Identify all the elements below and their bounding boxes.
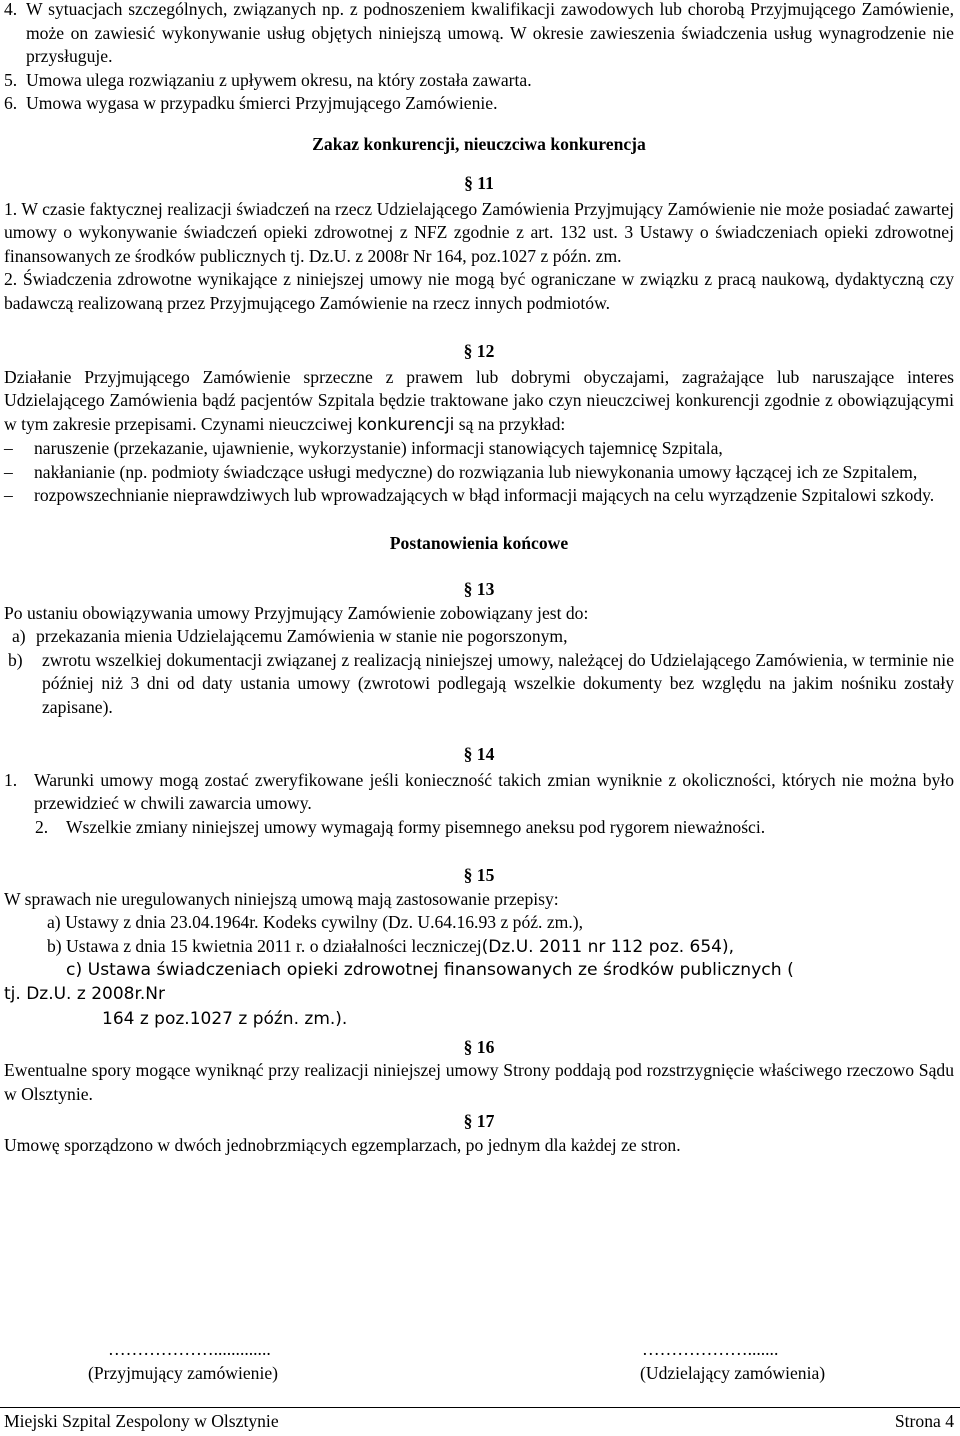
list-label: a) [12,626,26,646]
paragraph-intro: W sprawach nie uregulowanych niniejszą umową mają zastosowanie przepisy: [4,888,559,909]
item-text: W sytuacjach szczególnych, związanych np. z podnoszeniem kwalifikacji zawodowych lub chorobą Przyjmującego Zamówienie, może on zawiesić wykonywanie usług objętych niniejszą umową. W okresie zawieszenia świadczenia usług wynagrodzenie nie przysługuje. [26,0,954,66]
list-item [4,935,954,960]
paragraph-intro-continued: Czynami nieuczciwej [200,413,353,434]
paragraph-intro-end: są na przykład: [458,413,566,434]
list-item-text: b) Ustawa z dnia 15 kwietnia 2011 r. o działalności leczniczej [47,935,482,956]
list-item [4,484,954,508]
dash-bullet: – [4,485,13,505]
paragraph-number: § 15 [463,865,495,885]
list-label: b) [8,649,23,670]
list-item-citation: (Dz.U. 2011 nr 112 poz. 654), [481,936,735,957]
list-item-text: rozpowszechnianie nieprawdziwych lub wprowadzających w błąd informacji mających na celu wyrządzenie Szpitalowi szkody. [34,485,935,505]
page-number: Strona 4 [894,1411,954,1431]
paragraph-number: § 11 [464,173,494,193]
list-item [4,649,954,720]
footer-divider [0,1407,960,1408]
paragraph-number: § 16 [463,1036,495,1057]
item-number: 4. [4,0,18,19]
item-text: Warunki umowy mogą zostać zweryfikowane jeśli konieczność takich zmian wyniknie z okoliczności, których nie można było przewidzieć w chwili zawarcia umowy. [34,769,954,813]
item-text: Umowa wygasa w przypadku śmierci Przyjmującego Zamówienie. [26,93,498,113]
paragraph-item [4,198,954,269]
list-item-text: nakłanianie (np. podmioty świadczące usługi medyczne) do rozwiązania lub niewykonania umowy łączącej ich ze Szpitalem, [34,461,918,482]
page-footer [4,1410,954,1434]
numbered-item [4,816,954,840]
list-item [4,437,954,461]
item-text: Wszelkie zmiany niniejszej umowy wymagają formy pisemnego aneksu pod rygorem nieważności. [66,816,766,837]
dash-bullet: – [4,461,13,482]
list-item-text: naruszenie (przekazanie, ujawnienie, wykorzystanie) informacji stanowiących tajemnicę Szpitala, [34,438,723,458]
paragraph-intro: Działanie Przyjmującego Zamówienie sprzeczne z prawem lub dobrymi obyczajami, zagrażające lub naruszające interes Udzielającego Zamówienia bądź pacjentów Szpitala będzie traktowane jako czyn nieuczciwej konkurencji zgodnie z obowiązującymi w tym zakresie przepisami. [4,366,954,434]
item-number: 2. [35,816,49,837]
paragraph-number: § 12 [463,341,495,361]
list-item [4,625,954,649]
highlighted-term: konkurencji [357,414,455,435]
paragraph-number: § 14 [463,744,495,764]
list-item [4,461,954,485]
item-number: 1. [4,769,18,790]
item-text: Świadczenia zdrowotne wynikające z niniejszej umowy nie mogą być ograniczane w związku z pracą naukową, dydaktyczną czy badawczą realizowaną przez Przyjmującego Zamówienie na rzecz innych podmiotów. [4,269,954,313]
signature-label: (Przyjmujący zamówienie) [88,1362,279,1383]
item-number: 5. [4,69,18,90]
numbered-item [4,92,954,116]
signature-label: (Udzielający zamówienia) [640,1362,826,1383]
paragraph-text: Umowę sporządzono w dwóch jednobrzmiących egzemplarzach, po jednym dla każdej ze stron. [4,1134,681,1155]
list-item: a) Ustawy z dnia 23.04.1964r. Kodeks cywilny (Dz. U.64.16.93 z póź. zm.), [47,912,584,932]
item-text: W czasie faktycznej realizacji świadczeń na rzecz Udzielającego Zamówienia Przyjmujący Zamówienie nie może posiadać zawartej umowy o wykonywanie świadczeń opieki zdrowotnej z NFZ zgodnie z art. 132 ust. 3 Ustawy o świadczeniach opieki zdrowotnej finansowanych ze środków publicznych tj. Dz.U. z 2008r Nr 164, poz.1027 z późn. zm. [4,198,954,266]
section-title: Postanowienia końcowe [389,532,569,553]
paragraph-intro: Po ustaniu obowiązywania umowy Przyjmujący Zamówienie zobowiązany jest do: [4,602,589,623]
signature-line: ………………....... [642,1339,779,1359]
list-item-text: przekazania mienia Udzielającemu Zamówienia w stanie nie pogorszonym, [36,626,568,646]
numbered-item [4,769,954,816]
paragraph-text [4,366,954,438]
signature-block [0,1338,960,1384]
list-item-text: zwrotu wszelkiej dokumentacji związanej z realizacją niniejszej umowy, należącej do Udzielającego Zamówienia, w terminie nie później niż 3 dni od daty ustania umowy (zwrotowi podlegają wszelkie dokumenty bez względu na jakim nośniku zostały zapisane). [42,649,954,717]
numbered-item [4,69,954,93]
numbered-item [4,0,954,69]
signature-left [80,1338,320,1385]
signature-line: ………………............. [108,1339,271,1359]
paragraph-text: Ewentualne spory mogące wyniknąć przy realizacji niniejszej umowy Strony poddają pod rozstrzygnięcie właściwego rzeczowo Sądu w Olsztynie. [4,1060,954,1104]
footer-institution: Miejski Szpital Zespolony w Olsztynie [4,1411,279,1431]
paragraph-number: § 13 [463,579,495,599]
item-text: Umowa ulega rozwiązaniu z upływem okresu, na który została zawarta. [26,69,532,90]
paragraph-item [4,268,954,315]
section-title: Zakaz konkurencji, nieuczciwa konkurencja [312,133,646,154]
item-number: 1. [4,198,18,219]
item-number: 6. [4,93,18,113]
item-number: 2. [4,269,18,289]
dash-bullet: – [4,438,13,458]
signature-right [636,1338,896,1385]
paragraph-number: § 17 [463,1111,495,1131]
list-item-continued: 164 z poz.1027 z późn. zm.). [102,1009,348,1029]
list-item: c) Ustawa świadczeniach opieki zdrowotnej finansowanych ze środków publicznych ( [66,960,794,980]
list-item-continued: tj. Dz.U. z 2008r.Nr [4,983,165,1004]
